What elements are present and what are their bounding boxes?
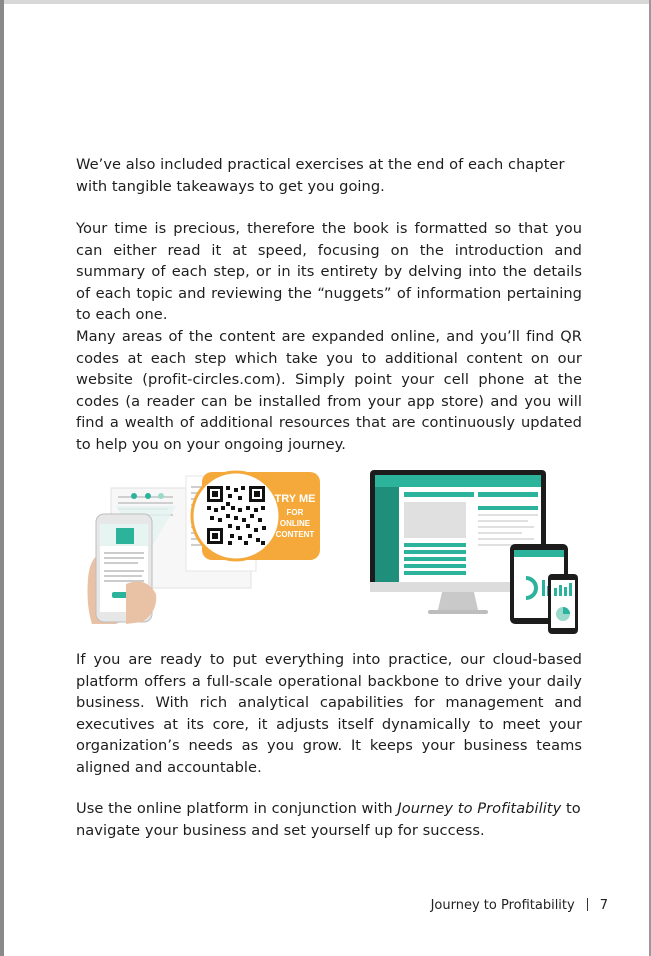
paragraph-online-platform: [76, 798, 582, 841]
p5-text-start: Use the online platform in conjunction with: [76, 800, 398, 817]
platform-devices-illustration: [368, 468, 580, 636]
badge-line-4: CONTENT: [275, 530, 315, 539]
page-footer: [380, 898, 608, 913]
qr-phone-illustration: [86, 466, 322, 626]
smartphone-illustration: [548, 574, 578, 634]
p5-text-end: to navigate your business and set yourself up for success.: [76, 800, 581, 839]
badge-line-1: TRY ME: [274, 493, 316, 505]
page-number: 7: [599, 898, 608, 913]
footer-separator: [587, 898, 588, 911]
paragraph-cloud-platform: If you are ready to put everything into practice, our cloud-based platform offers a full-scale operational backbone to drive your daily business. With rich analytical capabilities for management and executives at its core, it adjusts itself dynamically to meet your organization’s needs as you grow. It keeps your business teams aligned and accountable.: [76, 651, 582, 776]
phone-in-hand-illustration: [88, 514, 157, 624]
paragraph-exercises: We’ve also included practical exercises at the end of each chapter with tangible takeaways to get you going.: [76, 156, 565, 195]
footer-book-title: Journey to Profitability: [430, 898, 575, 913]
badge-line-3: ONLINE: [279, 519, 311, 528]
badge-line-2: FOR: [286, 508, 304, 517]
paragraph-time-precious: Your time is precious, therefore the book is formatted so that you can either read it at speed, focusing on the introduction and summary of each step, or in its entirety by delving into the details of each topic and reviewing the “nuggets” of information pertaining to each one.: [76, 220, 582, 323]
book-title-italic: Journey to Profitability: [397, 800, 562, 817]
page-edge-left: [0, 0, 4, 956]
qr-code-icon: [206, 485, 266, 545]
paragraph-qr-codes: Many areas of the content are expanded online, and you’ll find QR codes at each step which take you to additional content on our website (profit-circles.com). Simply point your cell phone at the codes (a reader can be installed from your app store) and you will find a wealth of additional resources that are continuously updated to help you on your ongoing journey.: [76, 328, 582, 453]
page-edge-top: [0, 0, 651, 4]
try-me-badge: [192, 472, 320, 560]
